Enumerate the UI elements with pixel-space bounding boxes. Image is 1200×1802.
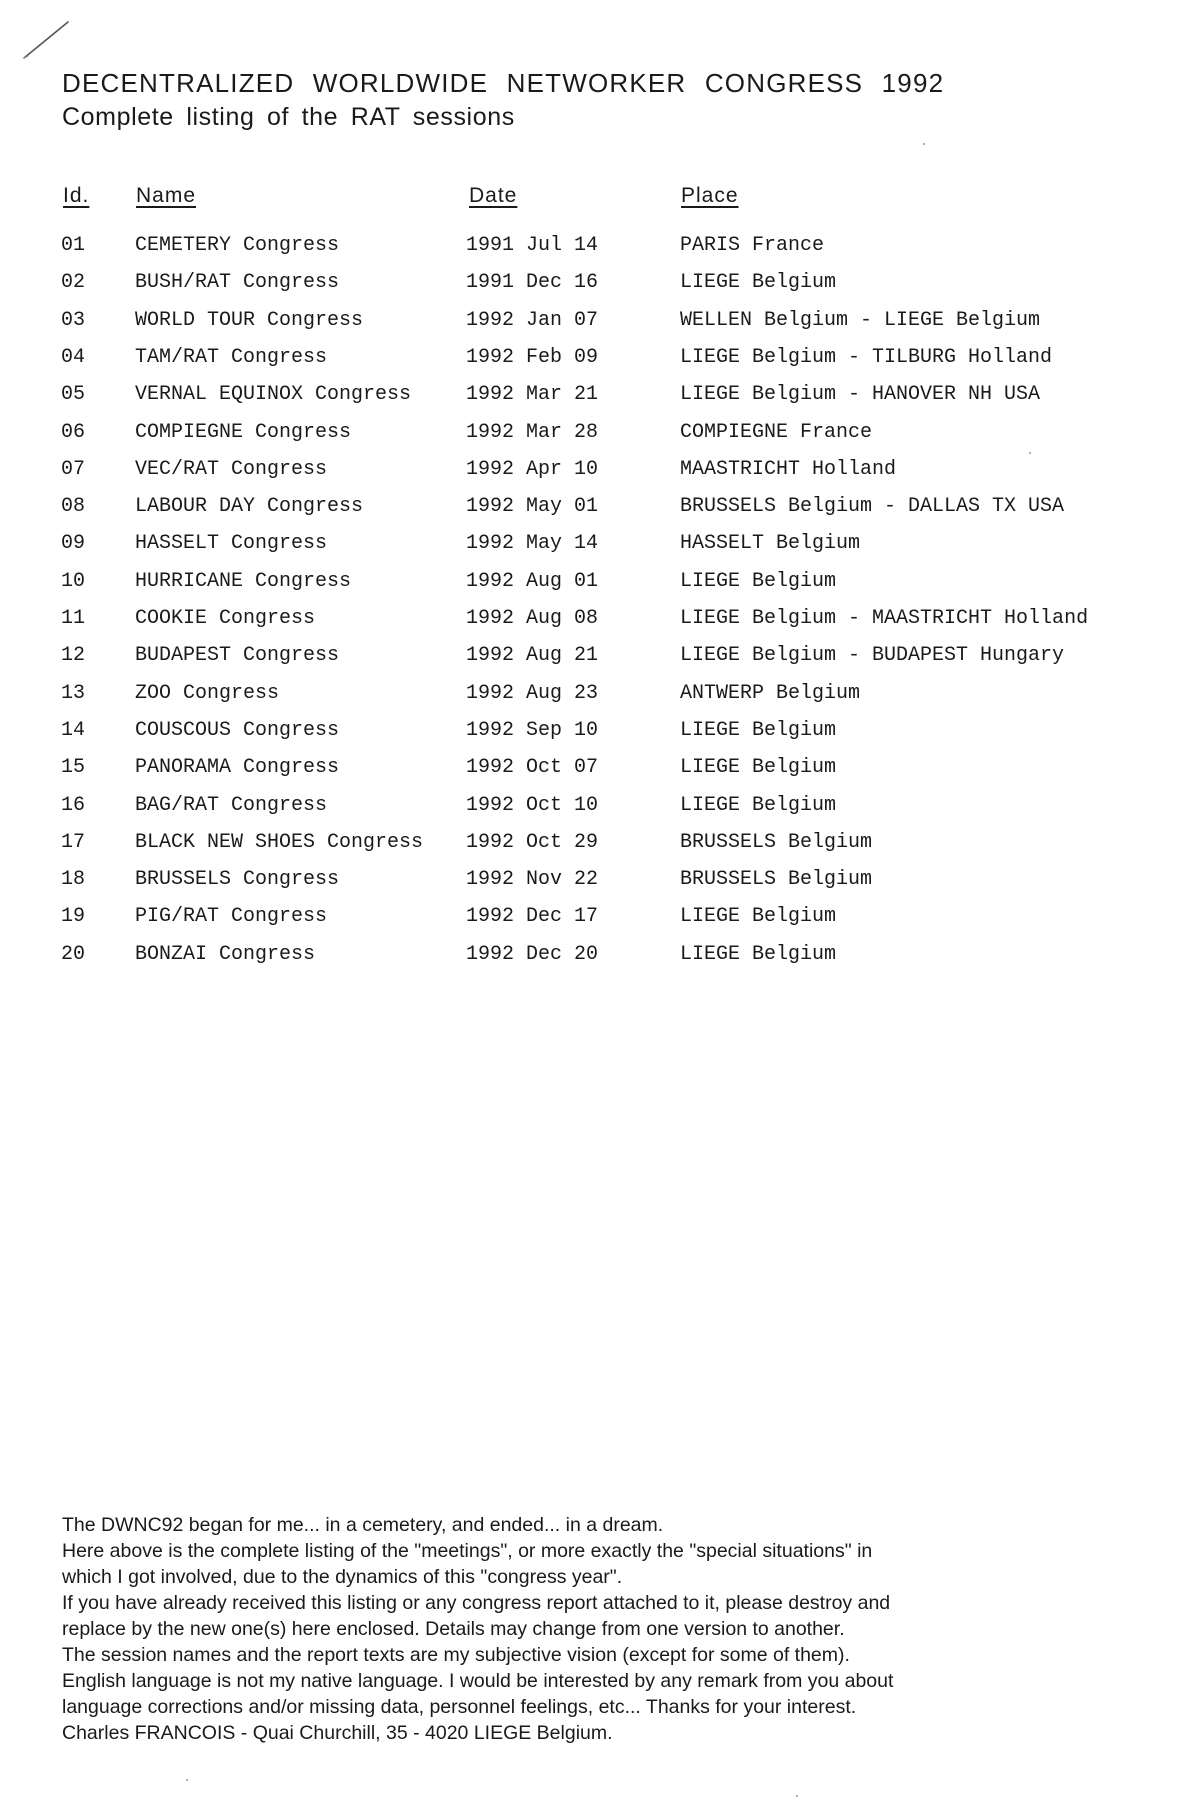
cell-place: LIEGE Belgium - MAASTRICHT Holland (680, 607, 1089, 630)
cell-name: BUDAPEST Congress (135, 644, 340, 668)
cell-id: 02 (61, 271, 86, 295)
cell-place: LIEGE Belgium - BUDAPEST Hungary (680, 644, 1065, 668)
cell-place: LIEGE Belgium (680, 271, 837, 295)
cell-date: 1992 Mar 21 (466, 383, 599, 407)
table-row (0, 607, 1200, 644)
table-row (0, 532, 1200, 569)
table-row (0, 756, 1200, 793)
note-line: which I got involved, due to the dynamics of this "congress year". (62, 1566, 623, 1588)
table-row (0, 570, 1200, 607)
note-line: language corrections and/or missing data, personnel feelings, etc... Thanks for your interest. (62, 1696, 857, 1718)
cell-name: BLACK NEW SHOES Congress (135, 830, 424, 854)
cell-name: HASSELT Congress (135, 532, 328, 556)
cell-id: 14 (61, 718, 86, 742)
note-line: replace by the new one(s) here enclosed. Details may change from one version to another. (62, 1618, 845, 1640)
cell-place: LIEGE Belgium (680, 905, 837, 929)
cell-name: VEC/RAT Congress (135, 457, 328, 481)
cell-name: ZOO Congress (135, 681, 280, 705)
cell-place: COMPIEGNE France (680, 420, 873, 444)
cell-place: PARIS France (680, 234, 825, 257)
cell-id: 05 (61, 383, 86, 407)
note-line: English language is not my native language. I would be interested by any remark from you about (62, 1670, 894, 1692)
cell-date: 1992 Dec 17 (466, 905, 599, 929)
column-header-date: Date (469, 184, 518, 207)
cell-place: BRUSSELS Belgium (680, 868, 873, 892)
table-row (0, 682, 1200, 719)
table-row (0, 309, 1200, 346)
table-row (0, 831, 1200, 868)
cell-place: LIEGE Belgium (680, 718, 837, 742)
cell-id: 01 (61, 234, 86, 257)
table-row (0, 868, 1200, 905)
cell-name: WORLD TOUR Congress (135, 308, 364, 332)
cell-name: HURRICANE Congress (135, 569, 352, 593)
cell-name: LABOUR DAY Congress (135, 495, 364, 519)
table-row (0, 794, 1200, 831)
cell-name: COOKIE Congress (135, 607, 316, 630)
cell-name: BUSH/RAT Congress (135, 271, 340, 295)
table-row (0, 943, 1200, 980)
table-row (0, 905, 1200, 942)
cell-date: 1992 Sep 10 (466, 718, 599, 742)
cell-date: 1992 May 01 (466, 495, 599, 519)
paper-speck (923, 143, 925, 145)
document-title: DECENTRALIZED WORLDWIDE NETWORKER CONGRESS 1992 (62, 68, 945, 98)
cell-id: 03 (61, 308, 86, 332)
cell-id: 09 (61, 532, 86, 556)
author-note (62, 1512, 1152, 1746)
table-row (0, 421, 1200, 458)
cell-id: 10 (61, 569, 86, 593)
column-header-id: Id. (63, 184, 90, 207)
cell-name: BONZAI Congress (135, 942, 316, 966)
cell-id: 12 (61, 644, 86, 668)
table-row (0, 346, 1200, 383)
table-row (0, 234, 1200, 271)
cell-id: 19 (61, 905, 86, 929)
cell-name: PIG/RAT Congress (135, 905, 328, 929)
cell-id: 13 (61, 681, 86, 705)
cell-date: 1992 Aug 21 (466, 644, 599, 668)
cell-name: PANORAMA Congress (135, 756, 340, 780)
cell-id: 06 (61, 420, 86, 444)
cell-place: LIEGE Belgium - TILBURG Holland (680, 345, 1053, 369)
cell-date: 1992 Nov 22 (466, 868, 599, 892)
cell-date: 1992 May 14 (466, 532, 599, 556)
cell-name: COUSCOUS Congress (135, 718, 340, 742)
paper-speck (186, 1779, 188, 1781)
table-row (0, 644, 1200, 681)
note-line: The session names and the report texts are my subjective vision (except for some of them). (62, 1644, 850, 1666)
table-row (0, 271, 1200, 308)
table-row (0, 719, 1200, 756)
cell-id: 08 (61, 495, 86, 519)
table-row (0, 383, 1200, 420)
cell-name: COMPIEGNE Congress (135, 420, 352, 444)
cell-date: 1992 Aug 08 (466, 607, 599, 630)
cell-id: 15 (61, 756, 86, 780)
cell-id: 16 (61, 793, 86, 817)
cell-date: 1992 Jan 07 (466, 308, 599, 332)
cell-name: TAM/RAT Congress (135, 345, 328, 369)
cell-date: 1992 Oct 29 (466, 830, 599, 854)
cell-id: 11 (61, 607, 86, 630)
table-row (0, 458, 1200, 495)
cell-name: BRUSSELS Congress (135, 868, 340, 892)
cell-id: 04 (61, 345, 86, 369)
cell-place: WELLEN Belgium - LIEGE Belgium (680, 308, 1041, 332)
cell-date: 1992 Aug 23 (466, 681, 599, 705)
cell-id: 07 (61, 457, 86, 481)
cell-place: BRUSSELS Belgium (680, 830, 873, 854)
cell-place: LIEGE Belgium (680, 793, 837, 817)
document-subtitle: Complete listing of the RAT sessions (62, 103, 515, 131)
table-row (0, 495, 1200, 532)
paper-speck (796, 1795, 798, 1797)
cell-date: 1992 Dec 20 (466, 942, 599, 966)
cell-place: ANTWERP Belgium (680, 681, 861, 705)
cell-place: HASSELT Belgium (680, 532, 861, 556)
note-line: If you have already received this listing or any congress report attached to it, please destroy and (62, 1592, 891, 1614)
cell-date: 1991 Jul 14 (466, 234, 599, 257)
cell-place: MAASTRICHT Holland (680, 457, 897, 481)
document-heading (62, 66, 944, 134)
note-line: The DWNC92 began for me... in a cemetery, and ended... in a dream. (62, 1514, 664, 1536)
cell-id: 17 (61, 830, 86, 854)
note-line: Here above is the complete listing of the "meetings", or more exactly the "special situations" in (62, 1540, 873, 1562)
cell-name: BAG/RAT Congress (135, 793, 328, 817)
cell-place: BRUSSELS Belgium - DALLAS TX USA (680, 495, 1065, 519)
cell-place: LIEGE Belgium (680, 942, 837, 966)
paper-speck (1029, 452, 1031, 454)
cell-date: 1992 Mar 28 (466, 420, 599, 444)
cell-place: LIEGE Belgium (680, 569, 837, 593)
cell-place: LIEGE Belgium (680, 756, 837, 780)
cell-date: 1992 Aug 01 (466, 569, 599, 593)
cell-name: VERNAL EQUINOX Congress (135, 383, 412, 407)
cell-date: 1992 Oct 10 (466, 793, 599, 817)
cell-place: LIEGE Belgium - HANOVER NH USA (680, 383, 1041, 407)
note-line: Charles FRANCOIS - Quai Churchill, 35 - 4020 LIEGE Belgium. (62, 1722, 613, 1744)
cell-name: CEMETERY Congress (135, 234, 340, 257)
column-header-name: Name (136, 184, 197, 207)
column-header-place: Place (681, 184, 739, 207)
cell-id: 18 (61, 868, 86, 892)
cell-id: 20 (61, 942, 86, 966)
cell-date: 1991 Dec 16 (466, 271, 599, 295)
cell-date: 1992 Oct 07 (466, 756, 599, 780)
cell-date: 1992 Feb 09 (466, 345, 599, 369)
cell-date: 1992 Apr 10 (466, 457, 599, 481)
